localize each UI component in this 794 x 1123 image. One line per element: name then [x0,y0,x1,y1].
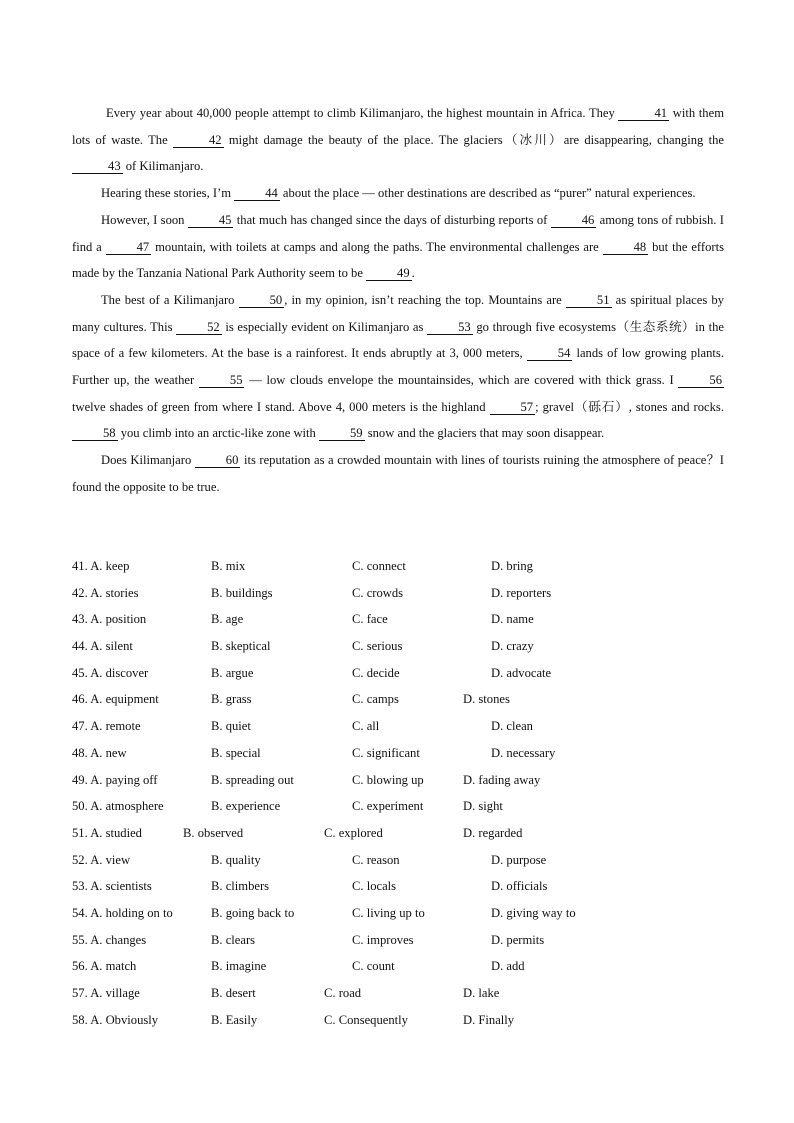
question-row-48 [72,740,724,767]
paragraph-3 [72,207,724,287]
question-row-44 [72,633,724,660]
option-a: 54. A. holding on to [72,905,173,920]
option-c: C. face [352,612,388,627]
option-c: C. Consequently [324,1012,408,1027]
text: among tons of rubbish. I find a [72,212,724,254]
option-a: 56. A. match [72,959,137,974]
text: . [411,266,415,281]
option-b: B. imagine [211,959,267,974]
question-row-46 [72,686,724,713]
question-row-43 [72,606,724,633]
option-c: C. crowds [352,585,404,600]
option-d: D. clean [491,719,533,734]
option-b: B. age [211,612,244,627]
text: ; gravel（砾石）, stones and rocks. [535,399,724,414]
option-b: B. argue [211,665,254,680]
blank-41: 41 [618,106,669,121]
text: twelve shades of green from where I stand. Above 4, 000 meters is the highland [72,399,490,414]
option-d: D. purpose [491,852,547,867]
blank-60: 60 [195,453,241,468]
text: about the place — other destinations are described as “purer” natural experiences. [279,186,696,201]
option-d: D. stones [463,692,510,707]
blank-49: 49 [366,266,412,281]
paragraph-4 [72,287,724,447]
text: , in my opinion, isn’t reaching the top. Mountains are [284,292,566,307]
option-c: C. reason [352,852,400,867]
option-b: B. quiet [211,719,251,734]
option-b: B. desert [211,986,256,1000]
blank-57: 57 [490,400,536,415]
option-b: B. spreading out [211,772,294,787]
option-a: 57. A. village [72,986,140,1000]
option-c: C. count [352,959,395,974]
question-row-53 [72,873,724,900]
option-b: B. experience [211,799,281,814]
option-a: 41. A. keep [72,559,130,573]
option-c: C. decide [352,665,400,680]
paragraph-2 [72,180,724,207]
blank-44: 44 [234,186,280,201]
passage [72,100,724,501]
text: Does Kilimanjaro [100,453,195,468]
question-row-47 [72,713,724,740]
question-row-41 [72,553,724,580]
text: — low clouds envelope the mountainsides, which are covered with thick grass. I [244,373,679,388]
question-row-49 [72,767,724,794]
blank-52: 52 [176,320,222,335]
option-c: C. road [324,986,362,1000]
option-b: B. clears [211,932,256,947]
option-a: 50. A. atmosphere [72,799,164,814]
option-c: C. blowing up [352,772,424,787]
option-b: B. climbers [211,879,270,894]
blank-54: 54 [527,346,573,361]
option-c: C. connect [352,559,406,573]
blank-46: 46 [551,213,597,228]
blank-59: 59 [319,426,365,441]
option-b: B. special [211,745,261,760]
blank-53: 53 [427,320,473,335]
blank-50: 50 [239,293,285,308]
text: you climb into an arctic-like zone with [117,426,320,441]
option-c: C. experiment [352,799,424,814]
option-c: C. improves [352,932,414,947]
answer-options [72,553,724,1033]
blank-43: 43 [72,159,123,174]
text: with them lots of waste. The [72,106,724,147]
text: However, I soon [100,212,188,227]
option-d: D. necessary [491,745,556,760]
option-a: 49. A. paying off [72,772,158,787]
option-d: D. advocate [491,665,552,680]
option-d: D. permits [491,932,545,947]
option-b: B. grass [211,692,252,707]
blank-45: 45 [188,213,234,228]
option-d: D. officials [491,879,548,894]
question-row-51 [72,820,724,847]
blank-51: 51 [566,293,612,308]
text: mountain, with toilets at camps and along the paths. The environmental challenges are [151,239,603,254]
option-b: B. mix [211,559,246,573]
option-d: D. sight [463,799,503,814]
text: as spiritual places by many cultures. This [72,292,725,334]
text: is especially evident on Kilimanjaro as [221,319,428,334]
option-b: B. Easily [211,1012,258,1027]
text: lands of low growing plants. Further up, the weather [72,346,724,388]
question-row-42 [72,580,724,607]
option-d: D. Finally [463,1012,515,1027]
option-c: C. locals [352,879,397,894]
option-c: C. explored [324,825,383,840]
option-a: 42. A. stories [72,585,139,600]
question-row-45 [72,660,724,687]
option-a: 47. A. remote [72,719,141,734]
option-a: 45. A. discover [72,665,149,680]
blank-58: 58 [72,426,118,441]
text: go through five ecosystems（生态系统）in the space of a few kilometers. At the base is a rainforest. It ends abruptly at 3, 000 meters, [72,319,724,361]
option-c: C. significant [352,745,420,760]
option-c: C. camps [352,692,399,707]
option-d: D. fading away [463,772,541,787]
question-row-55 [72,927,724,954]
option-d: D. add [491,959,525,974]
text: that much has changed since the days of disturbing reports of [233,212,551,227]
text: its reputation as a crowded mountain with lines of tourists ruining the atmosphere of peace？I found the opposite to be true. [72,453,724,494]
option-c: C. serious [352,639,403,654]
option-d: D. giving way to [491,905,576,920]
option-a: 43. A. position [72,612,147,627]
text: of Kilimanjaro. [122,159,204,174]
option-b: B. buildings [211,585,273,600]
option-d: D. bring [491,559,533,573]
option-a: 52. A. view [72,852,131,867]
question-row-58 [72,1007,724,1034]
option-a: 53. A. scientists [72,879,152,894]
option-c: C. living up to [352,905,425,920]
question-row-54 [72,900,724,927]
option-a: 46. A. equipment [72,692,159,707]
question-row-56 [72,953,724,980]
option-b: B. going back to [211,905,295,920]
option-a: 58. A. Obviously [72,1012,159,1027]
text: Every year about 40,000 people attempt to climb Kilimanjaro, the highest mountain in Africa. They [106,106,619,120]
blank-42: 42 [173,133,224,148]
text: but the efforts made by the Tanzania National Park Authority seem to be [72,239,724,281]
blank-47: 47 [106,240,152,255]
option-d: D. reporters [491,585,552,600]
option-d: D. crazy [491,639,534,654]
option-b: B. skeptical [211,639,271,654]
text: The best of a Kilimanjaro [100,292,239,307]
blank-48: 48 [603,240,649,255]
question-row-50 [72,793,724,820]
blank-56: 56 [678,373,724,388]
option-c: C. all [352,719,380,734]
option-b: B. quality [211,852,261,867]
option-d: D. regarded [463,825,523,840]
option-d: D. lake [463,986,500,1000]
option-a: 51. A. studied [72,825,142,840]
question-row-57 [72,980,724,1007]
question-row-52 [72,847,724,874]
option-b: B. observed [183,825,244,840]
text: Hearing these stories, I’m [100,186,235,201]
text: might damage the beauty of the place. The glaciers（冰川）are disappearing, changing the [223,132,724,147]
option-a: 44. A. silent [72,639,133,654]
option-a: 48. A. new [72,745,127,760]
paragraph-5 [72,447,724,500]
option-d: D. name [491,612,534,627]
option-a: 55. A. changes [72,932,147,947]
text: snow and the glaciers that may soon disappear. [364,426,605,441]
paragraph-1 [72,100,724,180]
blank-55: 55 [199,373,245,388]
